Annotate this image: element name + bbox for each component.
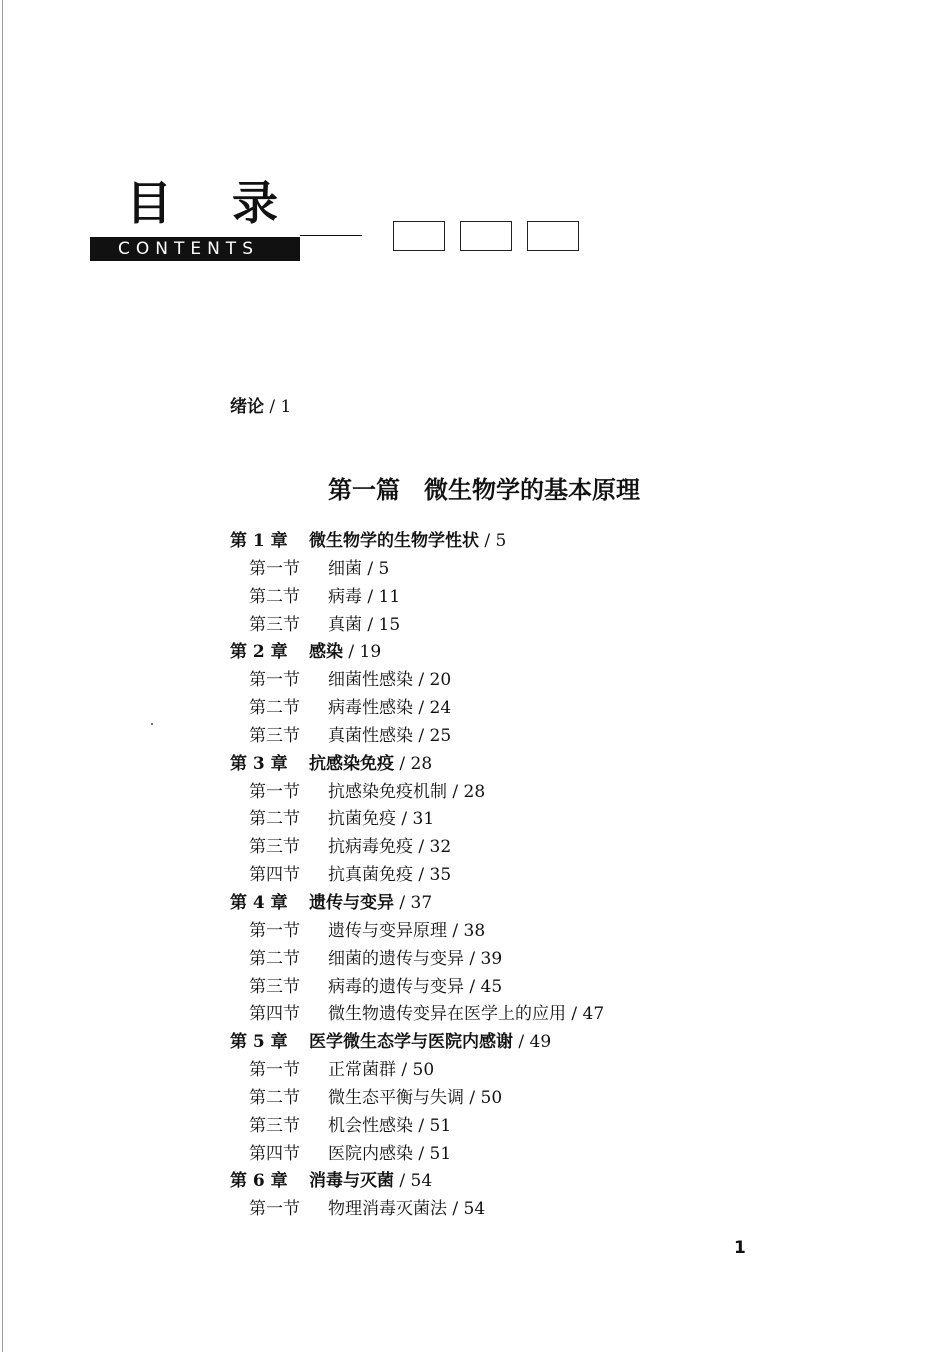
toc-entry-label: 第三节 (249, 725, 300, 746)
toc-entry-separator: / (343, 642, 360, 663)
toc-entry-page: 32 (429, 837, 452, 858)
toc-entry-title: 遗传与变异 (309, 892, 394, 913)
toc-entry-separator: / (394, 1171, 411, 1192)
toc-entry-title: 遗传与变异原理 (328, 920, 447, 941)
toc-section-entry[interactable] (230, 612, 870, 640)
toc-chapter-entry[interactable] (230, 1168, 870, 1196)
toc-entry-title: 细菌的遗传与变异 (328, 948, 464, 969)
toc-entry-label: 第 3 章 (230, 753, 288, 774)
toc-entry-label: 第一节 (249, 670, 300, 691)
toc-entry-page: 28 (463, 781, 486, 802)
toc-entry-separator: / (566, 1004, 583, 1025)
toc-section-entry[interactable] (230, 695, 870, 723)
toc-section-entry[interactable] (230, 974, 870, 1002)
toc-entry-page: 50 (480, 1087, 503, 1108)
toc-entry-title: 真菌 (328, 614, 362, 635)
toc-entry-title: 医院内感染 (328, 1143, 413, 1164)
toc-entry-separator: / (464, 948, 481, 969)
toc-entry-label: 第二节 (249, 948, 300, 969)
toc-entry-title: 真菌性感染 (328, 725, 413, 746)
toc-list (230, 528, 870, 1224)
toc-chapter-entry[interactable] (230, 1029, 870, 1057)
toc-entry-label: 第三节 (249, 1115, 300, 1136)
contents-banner (90, 237, 300, 261)
toc-entry-separator: / (447, 781, 464, 802)
toc-entry-label: 第 4 章 (230, 892, 288, 913)
toc-entry-separator: / (479, 531, 496, 551)
toc-entry-separator: / (413, 725, 430, 746)
toc-entry-separator: / (513, 1032, 530, 1053)
toc-entry-separator: / (447, 920, 464, 941)
toc-entry-page: 15 (378, 614, 401, 635)
toc-section-entry[interactable] (230, 1085, 870, 1113)
header-rule (300, 235, 362, 236)
toc-entry-page: 38 (463, 920, 486, 941)
toc-entry-page: 28 (410, 753, 433, 774)
toc-entry-title: 抗感染免疫机制 (328, 781, 447, 802)
toc-entry-separator: / (413, 1143, 430, 1164)
toc-entry-separator: / (362, 558, 379, 579)
toc-section-entry[interactable] (230, 1113, 870, 1141)
toc-section-entry[interactable] (230, 584, 870, 612)
toc-entry-label: 第一节 (249, 1060, 300, 1081)
toc-entry-title: 细菌性感染 (328, 670, 413, 691)
toc-entry-page: 39 (480, 948, 503, 969)
title-char-1: 目 (126, 176, 172, 230)
toc-entry-separator: / (413, 1115, 430, 1136)
decorative-box-2 (460, 221, 512, 251)
scan-speck (151, 723, 153, 725)
toc-entry-title: 抗病毒免疫 (328, 837, 413, 858)
toc-entry-title: 微生物遗传变异在医学上的应用 (328, 1004, 566, 1025)
toc-entry-label: 第三节 (249, 976, 300, 997)
toc-entry-label: 第三节 (249, 837, 300, 858)
page-edge-line (2, 0, 3, 1352)
toc-section-entry[interactable] (230, 556, 870, 584)
decorative-box-3 (527, 221, 579, 251)
toc-entry-label: 第二节 (249, 1087, 300, 1108)
toc-section-entry[interactable] (230, 1141, 870, 1169)
toc-entry-page: 54 (410, 1171, 433, 1192)
intro-page: 1 (280, 397, 292, 417)
toc-entry-page: 20 (429, 670, 452, 691)
toc-section-entry[interactable] (230, 1001, 870, 1029)
toc-entry-title: 抗菌免疫 (328, 809, 396, 830)
toc-entry-separator: / (447, 1199, 464, 1220)
toc-chapter-entry[interactable] (230, 751, 870, 779)
toc-entry-title: 微生态平衡与失调 (328, 1087, 464, 1108)
intro-entry[interactable] (230, 392, 291, 417)
toc-entry-label: 第四节 (249, 865, 300, 886)
toc-entry-label: 第四节 (249, 1004, 300, 1025)
toc-section-entry[interactable] (230, 723, 870, 751)
toc-section-entry[interactable] (230, 918, 870, 946)
toc-entry-title: 微生物学的生物学性状 (309, 531, 479, 551)
toc-entry-title: 抗感染免疫 (309, 753, 394, 774)
toc-entry-title: 机会性感染 (328, 1115, 413, 1136)
intro-separator: / (264, 397, 281, 417)
toc-section-entry[interactable] (230, 1196, 870, 1224)
contents-label: CONTENTS (118, 239, 259, 259)
toc-entry-separator: / (394, 892, 411, 913)
toc-entry-page: 5 (378, 558, 390, 579)
toc-entry-page: 51 (429, 1143, 452, 1164)
decorative-box-1 (393, 221, 445, 251)
toc-entry-title: 医学微生态学与医院内感谢 (309, 1032, 513, 1053)
toc-entry-label: 第三节 (249, 614, 300, 635)
toc-entry-page: 5 (495, 531, 507, 551)
toc-entry-separator: / (464, 1087, 481, 1108)
toc-entry-label: 第四节 (249, 1143, 300, 1164)
toc-entry-page: 51 (429, 1115, 452, 1136)
toc-chapter-entry[interactable] (230, 528, 870, 556)
toc-entry-label: 第一节 (249, 558, 300, 579)
toc-chapter-entry[interactable] (230, 890, 870, 918)
toc-entry-label: 第二节 (249, 698, 300, 719)
toc-section-entry[interactable] (230, 806, 870, 834)
toc-entry-separator: / (413, 698, 430, 719)
toc-chapter-entry[interactable] (230, 639, 870, 667)
toc-entry-label: 第二节 (249, 809, 300, 830)
toc-entry-separator: / (362, 586, 379, 607)
toc-section-entry[interactable] (230, 779, 870, 807)
toc-entry-page: 11 (378, 586, 401, 607)
toc-section-entry[interactable] (230, 1057, 870, 1085)
toc-entry-label: 第 6 章 (230, 1171, 288, 1192)
toc-entry-separator: / (362, 614, 379, 635)
part-title: 第一篇 微生物学的基本原理 (328, 475, 640, 504)
toc-entry-separator: / (413, 865, 430, 886)
toc-entry-title: 抗真菌免疫 (328, 865, 413, 886)
toc-entry-label: 第一节 (249, 1199, 300, 1220)
toc-entry-separator: / (394, 753, 411, 774)
toc-entry-title: 病毒性感染 (328, 698, 413, 719)
toc-entry-separator: / (413, 837, 430, 858)
toc-entry-title: 感染 (309, 642, 343, 663)
toc-section-entry[interactable] (230, 834, 870, 862)
toc-entry-page: 19 (359, 642, 382, 663)
toc-entry-label: 第 1 章 (230, 531, 288, 551)
toc-entry-title: 正常菌群 (328, 1060, 396, 1081)
toc-entry-page: 24 (429, 698, 452, 719)
toc-entry-label: 第二节 (249, 586, 300, 607)
toc-entry-label: 第一节 (249, 781, 300, 802)
intro-title: 绪论 (230, 397, 264, 417)
toc-entry-page: 31 (412, 809, 435, 830)
toc-section-entry[interactable] (230, 862, 870, 890)
toc-entry-page: 35 (429, 865, 452, 886)
toc-entry-title: 消毒与灭菌 (309, 1171, 394, 1192)
toc-entry-title: 物理消毒灭菌法 (328, 1199, 447, 1220)
toc-entry-label: 第 5 章 (230, 1032, 288, 1053)
toc-entry-page: 54 (463, 1199, 486, 1220)
toc-entry-label: 第 2 章 (230, 642, 288, 663)
title-char-2: 录 (232, 176, 278, 230)
toc-entry-page: 37 (410, 892, 433, 913)
toc-entry-page: 49 (529, 1032, 552, 1053)
toc-entry-separator: / (396, 809, 413, 830)
page-number: 1 (734, 1238, 746, 1258)
toc-entry-separator: / (464, 976, 481, 997)
toc-entry-title: 细菌 (328, 558, 362, 579)
toc-entry-page: 25 (429, 725, 452, 746)
toc-entry-title: 病毒的遗传与变异 (328, 976, 464, 997)
toc-entry-page: 50 (412, 1060, 435, 1081)
toc-entry-label: 第一节 (249, 920, 300, 941)
toc-section-entry[interactable] (230, 667, 870, 695)
toc-entry-separator: / (396, 1060, 413, 1081)
toc-entry-page: 47 (582, 1004, 605, 1025)
toc-entry-separator: / (413, 670, 430, 691)
toc-section-entry[interactable] (230, 946, 870, 974)
toc-entry-page: 45 (480, 976, 503, 997)
toc-entry-title: 病毒 (328, 586, 362, 607)
